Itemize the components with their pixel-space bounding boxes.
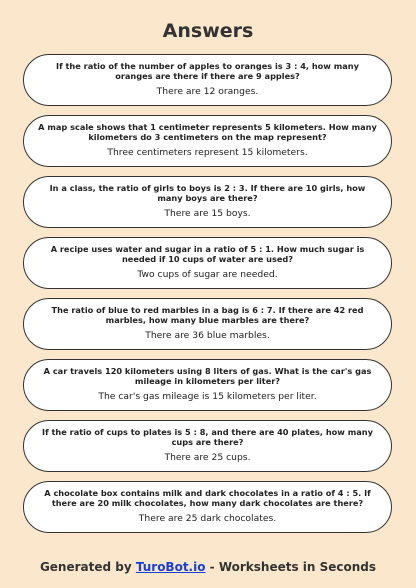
- answer-card: [23, 359, 392, 411]
- answer-text: There are 25 cups.: [164, 452, 251, 463]
- answer-card: [23, 115, 392, 167]
- answer-card: [23, 298, 392, 350]
- footer-prefix: Generated by: [39, 560, 136, 574]
- footer: [0, 560, 416, 574]
- answer-text: There are 15 boys.: [164, 208, 251, 219]
- question-text: In a class, the ratio of girls to boys is 2 : 3. If there are 10 girls, how many boys are there?: [49, 183, 366, 203]
- question-text: The ratio of blue to red marbles in a bag is 6 : 7. If there are 42 red marbles, how many blue marbles are there?: [51, 305, 364, 325]
- answer-text: Two cups of sugar are needed.: [137, 269, 278, 280]
- page-title: Answers: [162, 20, 254, 42]
- question-text: A recipe uses water and sugar in a ratio of 5 : 1. How much sugar is needed if 10 cups of water are used?: [50, 244, 365, 264]
- answer-card: [23, 481, 392, 533]
- question-text: If the ratio of cups to plates is 5 : 8, and there are 40 plates, how many cups are there?: [42, 427, 373, 447]
- question-text: If the ratio of the number of apples to oranges is 3 : 4, how many oranges are there if there are 9 apples?: [56, 61, 359, 81]
- answer-card: [23, 420, 392, 472]
- answer-text: There are 36 blue marbles.: [145, 330, 270, 341]
- question-text: A map scale shows that 1 centimeter represents 5 kilometers. How many kilometers do 3 centimeters on the map represent?: [38, 122, 377, 142]
- answer-text: Three centimeters represent 15 kilometers.: [107, 147, 308, 158]
- footer-suffix: - Worksheets in Seconds: [205, 560, 377, 574]
- answer-text: There are 25 dark chocolates.: [138, 513, 277, 524]
- answer-text: There are 12 oranges.: [156, 86, 259, 97]
- answer-card: [23, 54, 392, 106]
- question-text: A car travels 120 kilometers using 8 liters of gas. What is the car's gas mileage in kilometers per liter?: [43, 366, 372, 386]
- answer-text: The car's gas mileage is 15 kilometers per liter.: [98, 391, 317, 402]
- answer-list: [23, 54, 392, 542]
- turobot-link[interactable]: TuroBot.io: [135, 560, 206, 574]
- answer-card: [23, 176, 392, 228]
- answer-card: [23, 237, 392, 289]
- question-text: A chocolate box contains milk and dark chocolates in a ratio of 4 : 5. If there are 20 milk chocolates, how many dark chocolates are there?: [44, 488, 371, 508]
